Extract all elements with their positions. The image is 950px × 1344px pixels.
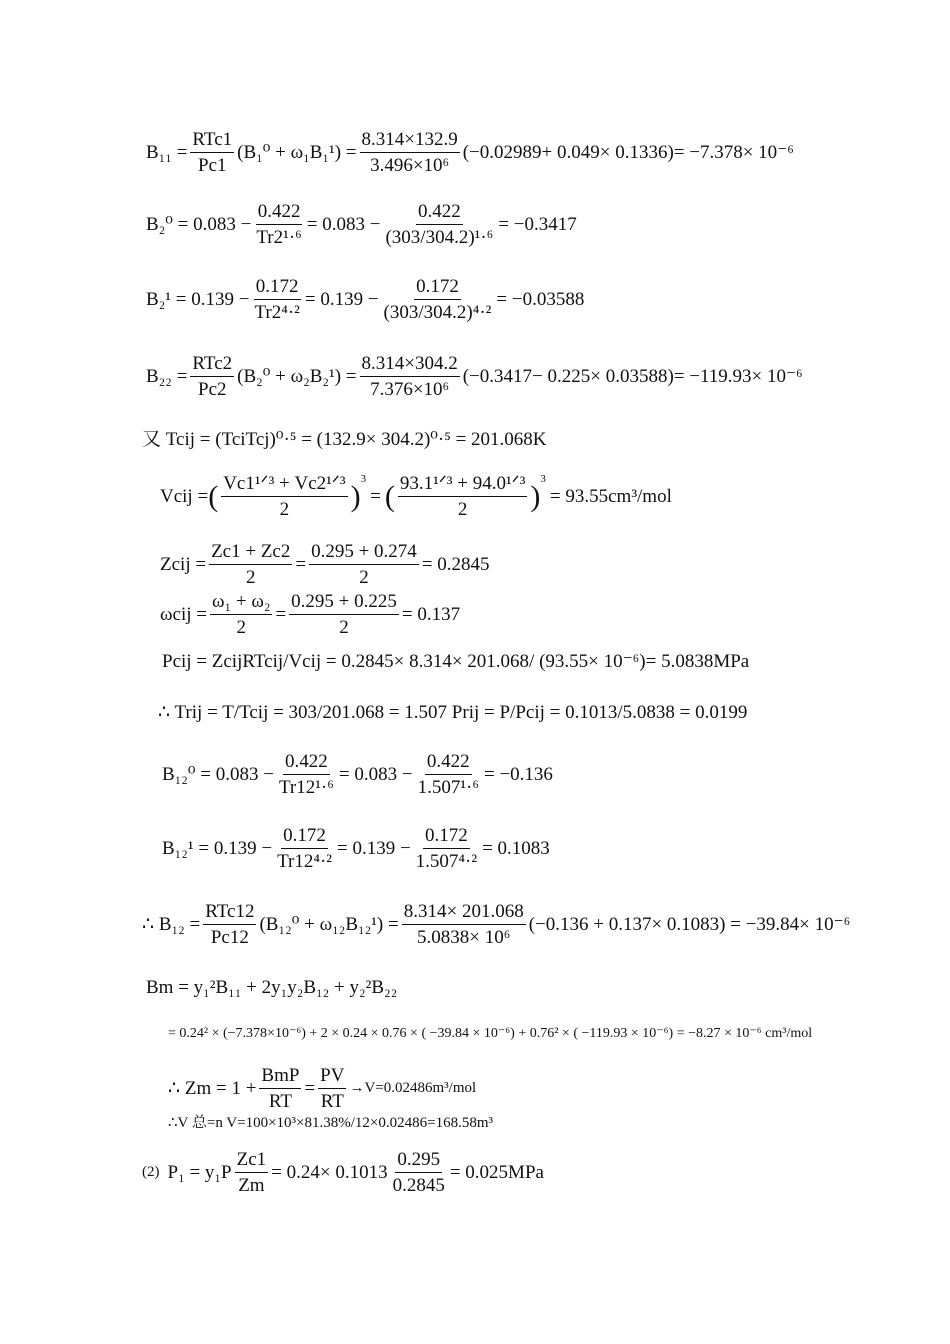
- right-paren: ): [530, 479, 541, 513]
- equation-b22: B₂₂ = $\frac{\text{RTc2}}{Pc2}$ (B₂⁰ + ω₂B₂¹) = $\frac{8.314\times 304.2}{\text{7.376×10⁶}}$ (−0.3417− 0.225× 0.03588)= −119.93× 10⁻⁶: [146, 353, 803, 400]
- equation-trij-prij: ∴ Trij = T/Tcij = 303/201.068 = 1.507 Prij = P/Pcij = 0.1013/5.0838 = 0.0199: [158, 702, 748, 723]
- equation-b2-1: B₂¹ = 0.139 − $\frac{0.172}{\text{Tr2⁴·²}}$ = 0.139 − $\frac{0.172}{\text{(303/304.2)⁴·²}}$ = −0.03588: [146, 276, 585, 323]
- equation-pcij: Pcij = ZcijRTcij/Vcij = 0.2845× 8.314× 201.068/ (93.55× 10⁻⁶)= 5.0838MPa: [162, 651, 750, 672]
- equation-p1: (2) P₁ = y₁P $\frac{Zc1}{Zm}$ = 0.24× 0.1013 $\frac{0.295}{0.2845}$ = 0.025MPa: [142, 1149, 544, 1196]
- equation-v-total: ∴V 总=n V=100×10³×81.38%/12×0.02486=168.58m³: [168, 1115, 493, 1131]
- equation-vcij: Vcij = ( $\frac{\text{Vc1¹ᐟ³ + Vc2¹ᐟ³}}{2}$ ) $^3$ = ( $\frac{\text{93.1¹ᐟ³ + 94.0¹ᐟ³}}{2}$ ) $^3$ = 93.55cm³/mol: [160, 473, 672, 520]
- equation-b12-1: B₁₂¹ = 0.139 − $\frac{0.172}{\text{Tr12⁴·²}}$ = 0.139 − $\frac{0.172}{\text{1.507⁴·²}}$ = 0.1083: [162, 825, 550, 872]
- equation-bm-value: = 0.24² × (−7.378×10⁻⁶) + 2 × 0.24 × 0.76 × ( −39.84 × 10⁻⁶) + 0.76² × ( −119.93 × 10⁻⁶) = −8.27 × 10⁻⁶ cm³/mol: [168, 1026, 813, 1041]
- equation-zcij: Zcij = $\frac{Zc1 + Zc2}{2}$ = $\frac{0.295 + 0.274}{2}$ = 0.2845: [160, 541, 490, 588]
- equation-b12: ∴ B₁₂ = $\frac{\text{RTc12}}{Pc12}$ (B₁₂⁰ + ω₁₂B₁₂¹) = $\frac{8.314\times 201.068}{\text{5.0838× 10⁶}}$ (−0.136 + 0.137× 0.1083) = −39.84× 10⁻⁶: [142, 901, 851, 948]
- left-paren: (: [384, 479, 395, 513]
- equation-b12-0: B₁₂⁰ = 0.083 − $\frac{0.422}{\text{Tr12¹·⁶}}$ = 0.083 − $\frac{0.422}{\text{1.507¹·⁶}}$ = −0.136: [162, 751, 553, 798]
- equation-tcij: 又 Tcij = (TciTcj)⁰·⁵ = (132.9× 304.2)⁰·⁵ = 201.068K: [142, 429, 547, 450]
- equation-omega-cij: ωcij = $\frac{\text{ω₁ + ω₂}}{2}$ = $\frac{0.295 + 0.225}{2}$ = 0.137: [160, 591, 461, 638]
- equation-bm: Bm = y₁²B₁₁ + 2y₁y₂B₁₂ + y₂²B₂₂: [146, 977, 398, 998]
- left-paren: (: [208, 479, 219, 513]
- equation-b2-0: B₂⁰ = 0.083 − $\frac{0.422}{\text{Tr2¹·⁶}}$ = 0.083 − $\frac{0.422}{\text{(303/304.2)¹·⁶}}$ = −0.3417: [146, 201, 577, 248]
- equation-zm: ∴ Zm = 1 + $\frac{\text{BmP}}{RT}$ = $\frac{PV}{RT}$ →V=0.02486m³/mol: [168, 1065, 477, 1112]
- right-paren: ): [350, 479, 361, 513]
- equation-b11: B₁₁ = $\frac{\text{RTc1}}{Pc1}$ (B₁⁰ + ω₁B₁¹) = $\frac{8.314\times 132.9}{\text{3.496×10⁶}}$ (−0.02989+ 0.049× 0.1336)= −7.378× 10⁻⁶: [146, 129, 794, 176]
